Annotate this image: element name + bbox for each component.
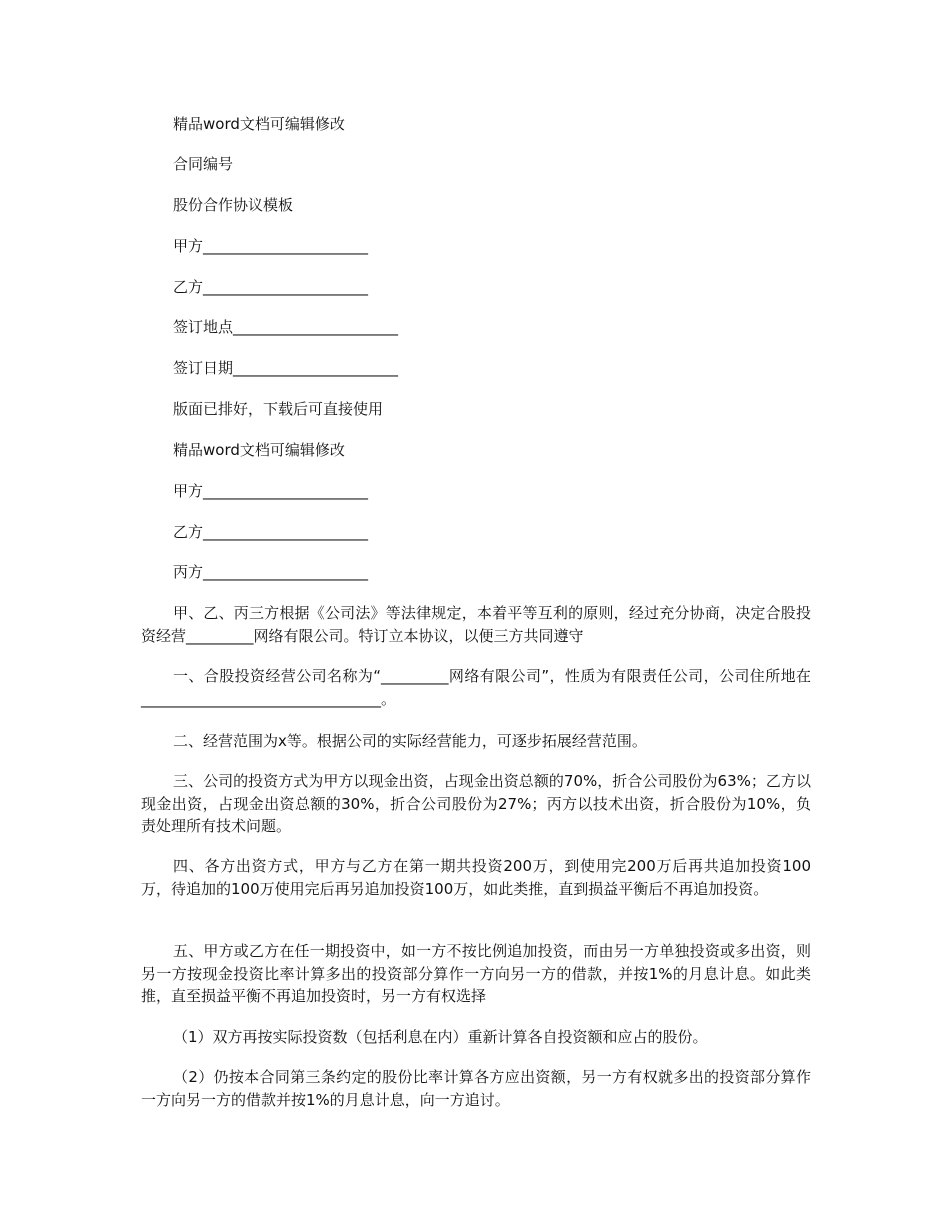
clause-3-paragraph: 三、公司的投资方式为甲方以现金出资，占现金出资总额的70%，折合公司股份为63%；乙方以现金出资，占现金出资总额的30%，折合公司股份为27%；丙方以技术出资，折合股份为10%，负责处理所有技术问题。: [141, 772, 811, 835]
document-title: 股份合作协议模板: [173, 196, 294, 214]
signing-date-field: 签订日期______________________: [173, 359, 399, 377]
clause-4-paragraph: 四、各方出资方式，甲方与乙方在第一期共投资200万，到使用完200万后再共追加投资100万，待追加的100万使用完后再另追加投资100万，如此类推，直到损益平衡后不再追加投资。: [141, 857, 811, 898]
party-c-field: 丙方______________________: [173, 563, 369, 581]
party-a-field: 甲方______________________: [173, 237, 369, 255]
party-b-field: 乙方______________________: [173, 278, 369, 296]
clause-5-paragraph: 五、甲方或乙方在任一期投资中，如一方不按比例追加投资，而由另一方单独投资或多出资，则另一方按现金投资比率计算多出的投资部分算作一方向另一方的借款，并按1%的月息计息。如此类推，直至损益平衡不再追加投资时，另一方有权选择: [141, 942, 811, 1005]
clause-2-paragraph: 二、经营范围为x等。根据公司的实际经营能力，可逐步拓展经营范围。: [173, 732, 647, 750]
contract-number-label: 合同编号: [173, 155, 234, 173]
signing-place-field: 签订地点______________________: [173, 318, 399, 336]
clause-1-paragraph: 一、合股投资经营公司名称为“_________网络有限公司”，性质为有限责任公司，公司住所地在________________________________。: [141, 667, 811, 708]
party-b-field-2: 乙方______________________: [173, 523, 369, 541]
layout-note: 版面已排好，下载后可直接使用: [173, 400, 384, 418]
editable-note-2: 精品word文档可编辑修改: [173, 441, 345, 459]
option-2-paragraph: （2）仍按本合同第三条约定的股份比率计算各方应出资额，另一方有权就多出的投资部分算作一方向另一方的借款并按1%的月息计息，向一方追讨。: [141, 1068, 811, 1109]
party-a-field-2: 甲方______________________: [173, 482, 369, 500]
editable-note: 精品word文档可编辑修改: [173, 115, 345, 133]
option-1-paragraph: （1）双方再按实际投资数（包括利息在内）重新计算各自投资额和应占的股份。: [173, 1028, 708, 1046]
preamble-paragraph: 甲、乙、丙三方根据《公司法》等法律规定，本着平等互利的原则，经过充分协商，决定合股投资经营_________网络有限公司。特订立本协议，以便三方共同遵守: [141, 604, 811, 645]
